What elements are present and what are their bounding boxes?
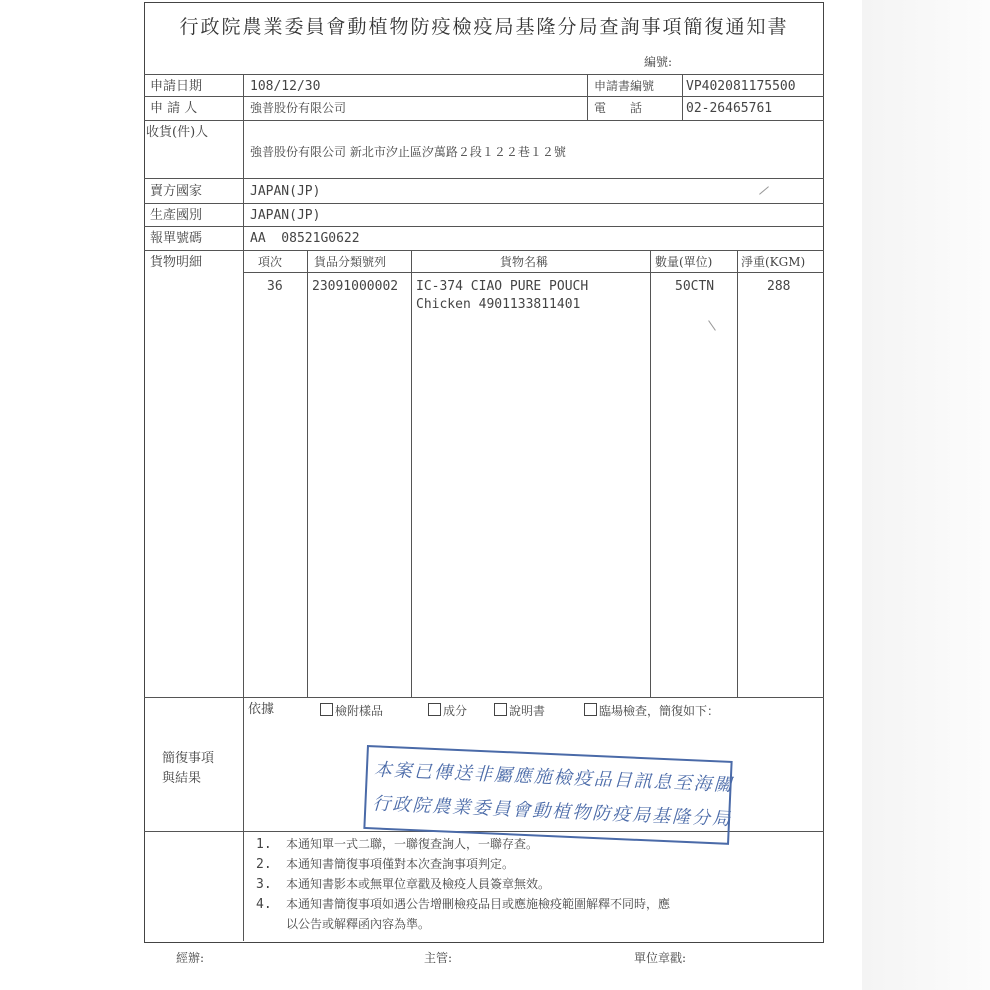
rule [144,120,824,121]
rule [307,250,308,697]
reply-label-2: 與結果 [162,771,202,786]
rule [650,250,651,697]
apply-date-value: 108/12/30 [250,79,321,94]
option-ingredient-label: 成分 [443,704,468,718]
rule [144,250,824,251]
row-item: 36 [267,279,283,294]
checkbox-manual[interactable] [494,703,507,716]
header-qty: 數量(單位) [655,255,713,269]
rule [737,250,738,697]
note-4-num: 4. [256,897,272,912]
checkbox-inspection[interactable] [584,703,597,716]
note-4-text: 本通知書簡復事項如遇公告增刪檢疫品目或應施檢疫範圍解釋不同時，應 [286,897,671,911]
rule [144,96,824,97]
header-code: 貨品分類號列 [314,255,387,269]
stamp-line-1: 本案已傳送非屬應施檢疫品目訊息至海關 [373,759,735,797]
rule [682,74,683,120]
header-name: 貨物名稱 [500,255,549,269]
option-inspection [584,703,719,717]
option-manual [494,703,545,717]
note-1-text: 本通知單一式二聯，一聯復查詢人，一聯存查。 [286,837,539,851]
serial-label: 編號: [644,55,673,69]
header-weight: 淨重(KGM) [741,255,806,269]
rule [411,250,412,697]
origin-label: 生產國別 [150,208,203,223]
note-2-text: 本通知書簡復事項僅對本次查詢事項判定。 [286,857,515,871]
option-inspection-label: 臨場檢查，簡復如下： [599,704,720,718]
note-3-text: 本通知書影本或無單位章戳及檢疫人員簽章無效。 [286,877,551,891]
note-3-num: 3. [256,877,272,892]
note-4-continuation: 以公告或解釋函內容為準。 [286,917,431,931]
phone-value: 02-26465761 [686,101,773,116]
row-qty: 50CTN [675,279,715,294]
rule [144,226,824,227]
row-code: 23091000002 [312,279,399,294]
row-name-line2: Chicken 4901133811401 [416,297,581,312]
phone-label: 電 話 [594,101,643,115]
rule [587,74,588,120]
footer-seal: 單位章戳: [634,951,687,965]
rule [243,74,244,941]
note-1-num: 1. [256,837,272,852]
document-title: 行政院農業委員會動植物防疫檢疫局基隆分局查詢事項簡復通知書 [179,16,789,38]
goods-label: 貨物明細 [150,255,203,270]
option-sample-label: 檢附樣品 [335,704,384,718]
basis-label: 依據 [248,702,275,717]
note-2-num: 2. [256,857,272,872]
app-no-label: 申請書編號 [594,79,655,93]
option-sample [320,703,383,717]
applicant-label: 申 請 人 [150,101,198,116]
rule [144,74,824,75]
footer-handler: 經辦: [176,951,205,965]
header-item: 項次 [258,255,283,269]
row-name-line1: IC-374 CIAO PURE POUCH [416,279,589,294]
declaration-label: 報單號碼 [150,231,203,246]
option-manual-label: 說明書 [509,704,546,718]
checkbox-sample[interactable] [320,703,333,716]
rule [144,697,824,698]
scan-margin [862,0,990,990]
official-stamp [363,745,735,845]
applicant-value: 強普股份有限公司 [250,101,347,115]
option-ingredient [428,703,467,717]
rule [144,203,824,204]
apply-date-label: 申請日期 [150,79,203,94]
app-no-value: VP402081175500 [686,79,796,94]
seller-label: 賣方國家 [150,184,203,199]
seller-value: JAPAN(JP) [250,184,321,199]
stamp-line-2: 行政院農業委員會動植物防疫局基隆分局 [371,793,733,830]
checkbox-ingredient[interactable] [428,703,441,716]
origin-value: JAPAN(JP) [250,208,321,223]
rule [144,178,824,179]
consignee-label: 收貨(件)人 [146,125,209,140]
footer-supervisor: 主管: [424,951,453,965]
consignee-value: 強普股份有限公司 新北市汐止區汐萬路２段１２２巷１２號 [250,145,566,159]
reply-label-1: 簡復事項 [162,751,215,766]
declaration-value: AA 08521G0622 [250,231,360,246]
row-weight: 288 [767,279,791,294]
